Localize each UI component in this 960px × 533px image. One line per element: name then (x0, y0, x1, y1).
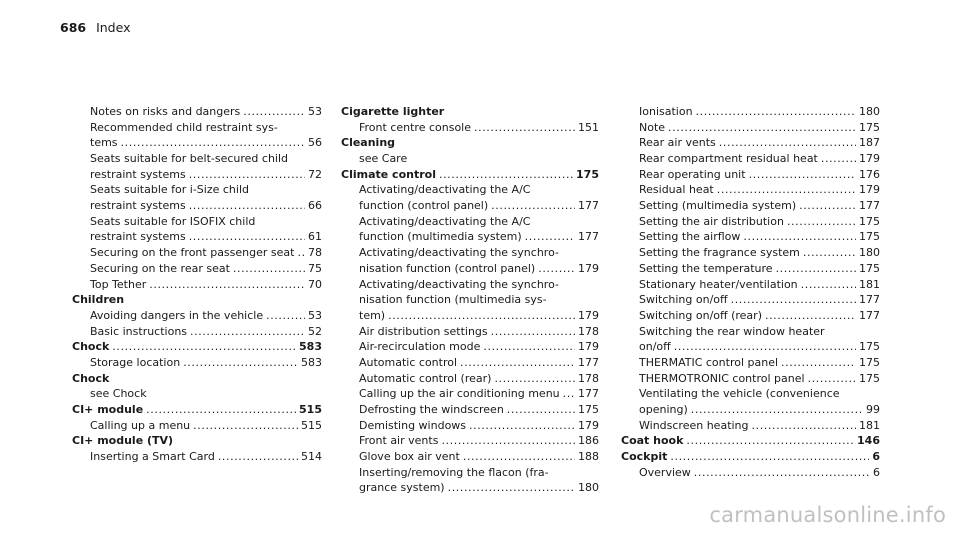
index-entry (341, 481, 599, 497)
index-entry (621, 104, 880, 120)
entry-text: Storage location (90, 355, 181, 369)
page-ref: 66 (308, 199, 322, 213)
dot-leader (781, 355, 856, 371)
page-ref: 61 (308, 230, 322, 244)
entry-text: CI+ module (TV) (72, 434, 174, 448)
dot-leader (266, 308, 305, 324)
section-title: Index (96, 20, 131, 35)
entry-text: Rear air vents (639, 136, 716, 150)
entry-text: Setting the air distribution (639, 214, 784, 228)
index-entry (341, 245, 599, 261)
dot-leader (297, 245, 305, 261)
entry-text: Residual heat (639, 183, 714, 197)
index-entry (341, 308, 599, 324)
entry-text: Note (639, 120, 666, 134)
entry-text: Switching the rear window heater (639, 324, 825, 338)
dot-leader (494, 371, 575, 387)
dot-leader (193, 418, 298, 434)
page-ref: 175 (578, 403, 599, 417)
dot-leader (563, 386, 575, 402)
page-ref: 179 (859, 183, 880, 197)
dot-leader (388, 308, 575, 324)
dot-leader (469, 418, 575, 434)
entry-text: Calling up a menu (90, 418, 191, 432)
index-entry (621, 277, 880, 293)
page-ref: 53 (308, 104, 322, 118)
page-ref: 515 (301, 418, 322, 432)
dot-leader (121, 135, 305, 151)
index-entry (621, 292, 880, 308)
index-entry (341, 151, 599, 167)
entry-text: Defrosting the windscreen (359, 403, 504, 417)
index-entry (341, 324, 599, 340)
index-column-2 (341, 104, 599, 496)
dot-leader (801, 277, 856, 293)
page-ref: 583 (299, 340, 322, 354)
index-heading (72, 371, 322, 387)
entry-text: Front centre console (359, 120, 471, 134)
entry-text: Avoiding dangers in the vehicle (90, 308, 264, 322)
page-ref: 188 (578, 450, 599, 464)
entry-text: Rear compartment residual heat (639, 152, 818, 166)
index-entry (341, 182, 599, 198)
entry-text: Ionisation (639, 104, 693, 118)
dot-leader (694, 465, 870, 481)
entry-text: Front air vents (359, 434, 439, 448)
page-ref: 177 (859, 293, 880, 307)
index-heading (72, 339, 322, 355)
index-entry (621, 167, 880, 183)
page-ref: 177 (859, 308, 880, 322)
index-entry (72, 104, 322, 120)
page-ref: 99 (866, 403, 880, 417)
index-entry (621, 418, 880, 434)
page-ref: 179 (859, 152, 880, 166)
dot-leader (803, 245, 856, 261)
entry-text: tem) (359, 308, 386, 322)
index-column-3 (621, 104, 880, 481)
entry-text: Setting the airflow (639, 230, 741, 244)
entry-text: Ventilating the vehicle (convenience (639, 387, 840, 401)
entry-text: Recommended child restraint sys- (90, 120, 278, 134)
dot-leader (439, 167, 573, 183)
dot-leader (507, 402, 575, 418)
page-ref: 175 (859, 355, 880, 369)
index-entry (341, 339, 599, 355)
dot-leader (233, 261, 305, 277)
dot-leader (149, 277, 305, 293)
entry-text: Securing on the rear seat (90, 261, 230, 275)
page-ref: 70 (308, 277, 322, 291)
entry-text: Switching on/off (rear) (639, 308, 762, 322)
page-ref: 179 (578, 340, 599, 354)
watermark: carmanualsonline.info (709, 503, 946, 527)
dot-leader (808, 371, 856, 387)
index-entry (72, 214, 322, 230)
index-entry (341, 198, 599, 214)
index-entry (621, 120, 880, 136)
dot-leader (483, 339, 575, 355)
page-header (60, 20, 131, 35)
index-entry (341, 465, 599, 481)
page-ref: 175 (859, 340, 880, 354)
page-ref: 180 (578, 481, 599, 495)
page-ref: 180 (859, 104, 880, 118)
entry-text: Air distribution settings (359, 324, 488, 338)
index-entry (621, 182, 880, 198)
dot-leader (668, 120, 856, 136)
entry-text: Securing on the front passenger seat (90, 246, 295, 260)
dot-leader (821, 151, 856, 167)
dot-leader (189, 230, 305, 246)
index-entry (621, 355, 880, 371)
index-entry (341, 433, 599, 449)
dot-leader (731, 292, 856, 308)
index-heading (72, 402, 322, 418)
index-entry (341, 214, 599, 230)
index-heading (341, 135, 599, 151)
index-entry (621, 245, 880, 261)
entry-text: restraint systems (90, 230, 186, 244)
dot-leader (441, 433, 575, 449)
dot-leader (538, 261, 575, 277)
index-heading (72, 292, 322, 308)
entry-text: Seats suitable for i-Size child (90, 183, 249, 197)
entry-text: Overview (639, 465, 691, 479)
index-entry (72, 386, 322, 402)
dot-leader (146, 402, 296, 418)
entry-text: Air-recirculation mode (359, 340, 481, 354)
index-heading (621, 449, 880, 465)
dot-leader (474, 120, 575, 136)
index-column-1 (72, 104, 322, 465)
index-entry (621, 198, 880, 214)
page-ref: 56 (308, 136, 322, 150)
entry-text: CI+ module (72, 403, 144, 417)
index-entry (341, 261, 599, 277)
entry-text: restraint systems (90, 167, 186, 181)
entry-text: Setting (multimedia system) (639, 199, 797, 213)
dot-leader (776, 261, 856, 277)
page-ref: 151 (578, 120, 599, 134)
dot-leader (765, 308, 856, 324)
index-heading (341, 104, 599, 120)
index-entry (341, 386, 599, 402)
dot-leader (460, 355, 575, 371)
index-entry (621, 324, 880, 340)
page-ref: 53 (308, 308, 322, 322)
entry-text: Basic instructions (90, 324, 188, 338)
entry-text: Activating/deactivating the A/C (359, 183, 531, 197)
index-entry (341, 230, 599, 246)
entry-text: THERMOTRONIC control panel (639, 371, 805, 385)
page-ref: 175 (859, 261, 880, 275)
page-ref: 176 (859, 167, 880, 181)
page-ref: 146 (857, 434, 880, 448)
page-ref: 72 (308, 167, 322, 181)
page-ref: 186 (578, 434, 599, 448)
index-entry (341, 120, 599, 136)
index-entry (72, 277, 322, 293)
index-entry (72, 245, 322, 261)
entry-text: Activating/deactivating the synchro- (359, 246, 559, 260)
entry-text: THERMATIC control panel (639, 355, 779, 369)
entry-text: Top Tether (90, 277, 147, 291)
dot-leader (525, 230, 575, 246)
entry-text: nisation function (multimedia sys- (359, 293, 547, 307)
entry-text: Rear operating unit (639, 167, 746, 181)
index-heading (72, 433, 322, 449)
index-entry (621, 402, 880, 418)
entry-text: Setting the temperature (639, 261, 773, 275)
index-entry (621, 261, 880, 277)
page-ref: 177 (578, 387, 599, 401)
page-ref: 178 (578, 371, 599, 385)
dot-leader (743, 230, 856, 246)
entry-text: Children (72, 293, 125, 307)
index-entry (341, 371, 599, 387)
dot-leader (752, 418, 856, 434)
entry-text: Automatic control (359, 355, 458, 369)
index-entry (72, 135, 322, 151)
page-number: 686 (60, 20, 87, 35)
index-entry (72, 198, 322, 214)
entry-text: function (multimedia system) (359, 230, 522, 244)
dot-leader (691, 402, 863, 418)
dot-leader (787, 214, 856, 230)
entry-text: Seats suitable for ISOFIX child (90, 214, 256, 228)
index-entry (621, 135, 880, 151)
index-entry (621, 371, 880, 387)
entry-text: grance system) (359, 481, 445, 495)
page-ref: 515 (299, 403, 322, 417)
index-entry (341, 277, 599, 293)
page-ref: 177 (578, 230, 599, 244)
entry-text: see Chock (90, 387, 147, 401)
page-ref: 175 (859, 230, 880, 244)
index-entry (621, 386, 880, 402)
index-entry (341, 418, 599, 434)
index-entry (72, 151, 322, 167)
page-ref: 6 (872, 450, 880, 464)
entry-text: Activating/deactivating the A/C (359, 214, 531, 228)
dot-leader (190, 324, 305, 340)
entry-text: Glove box air vent (359, 450, 460, 464)
entry-text: nisation function (control panel) (359, 261, 536, 275)
entry-text: Inserting/removing the flacon (fra- (359, 465, 549, 479)
dot-leader (243, 104, 305, 120)
page-ref: 78 (308, 246, 322, 260)
page-ref: 181 (859, 277, 880, 291)
page-ref: 177 (578, 199, 599, 213)
index-heading (621, 433, 880, 449)
entry-text: Automatic control (rear) (359, 371, 492, 385)
index-entry (72, 324, 322, 340)
entry-text: Chock (72, 371, 110, 385)
entry-text: Demisting windows (359, 418, 467, 432)
entry-text: Chock (72, 340, 110, 354)
page-ref: 175 (576, 167, 599, 181)
entry-text: Seats suitable for belt-secured child (90, 152, 289, 166)
page-ref: 178 (578, 324, 599, 338)
entry-text: Coat hook (621, 434, 684, 448)
index-entry (72, 355, 322, 371)
entry-text: restraint systems (90, 199, 186, 213)
entry-text: Cleaning (341, 136, 396, 150)
entry-text: Activating/deactivating the synchro- (359, 277, 559, 291)
dot-leader (696, 104, 856, 120)
dot-leader (463, 449, 575, 465)
dot-leader (799, 198, 856, 214)
page-ref: 181 (859, 418, 880, 432)
index-entry (72, 449, 322, 465)
page-ref: 6 (873, 465, 880, 479)
dot-leader (189, 198, 305, 214)
page-ref: 175 (859, 214, 880, 228)
page-ref: 187 (859, 136, 880, 150)
index-entry (72, 261, 322, 277)
entry-text: Inserting a Smart Card (90, 450, 215, 464)
index-entry (72, 167, 322, 183)
index-entry (621, 230, 880, 246)
page-ref: 514 (301, 450, 322, 464)
entry-text: see Care (359, 152, 408, 166)
entry-text: Windscreen heating (639, 418, 749, 432)
dot-leader (189, 167, 305, 183)
index-entry (341, 355, 599, 371)
dot-leader (112, 339, 296, 355)
page-ref: 583 (301, 355, 322, 369)
page-ref: 180 (859, 246, 880, 260)
page-ref: 179 (578, 308, 599, 322)
index-entry (72, 308, 322, 324)
dot-leader (218, 449, 298, 465)
entry-text: Notes on risks and dangers (90, 104, 241, 118)
entry-text: Calling up the air conditioning menu (359, 387, 560, 401)
index-entry (621, 308, 880, 324)
entry-text: Switching on/off (639, 293, 728, 307)
page-ref: 52 (308, 324, 322, 338)
entry-text: function (control panel) (359, 199, 489, 213)
page-ref: 175 (859, 120, 880, 134)
index-entry (72, 120, 322, 136)
entry-text: tems (90, 136, 118, 150)
entry-text: on/off (639, 340, 671, 354)
index-entry (341, 292, 599, 308)
page-ref: 75 (308, 261, 322, 275)
index-entry (72, 418, 322, 434)
index-entry (621, 465, 880, 481)
dot-leader (749, 167, 856, 183)
entry-text: opening) (639, 403, 688, 417)
entry-text: Stationary heater/ventilation (639, 277, 798, 291)
entry-text: Cockpit (621, 450, 668, 464)
index-entry (72, 230, 322, 246)
index-entry (72, 182, 322, 198)
page-ref: 179 (578, 418, 599, 432)
dot-leader (491, 198, 575, 214)
dot-leader (670, 449, 869, 465)
index-heading (341, 167, 599, 183)
entry-text: Cigarette lighter (341, 104, 445, 118)
dot-leader (674, 339, 856, 355)
dot-leader (491, 324, 575, 340)
dot-leader (183, 355, 298, 371)
entry-text: Climate control (341, 167, 436, 181)
index-entry (621, 151, 880, 167)
index-entry (621, 339, 880, 355)
index-entry (341, 402, 599, 418)
index-entry (621, 214, 880, 230)
page-ref: 175 (859, 371, 880, 385)
entry-text: Setting the fragrance system (639, 246, 800, 260)
dot-leader (717, 182, 856, 198)
dot-leader (448, 481, 575, 497)
dot-leader (686, 433, 854, 449)
dot-leader (719, 135, 856, 151)
page-ref: 177 (578, 355, 599, 369)
page-ref: 179 (578, 261, 599, 275)
index-entry (341, 449, 599, 465)
page-ref: 177 (859, 199, 880, 213)
